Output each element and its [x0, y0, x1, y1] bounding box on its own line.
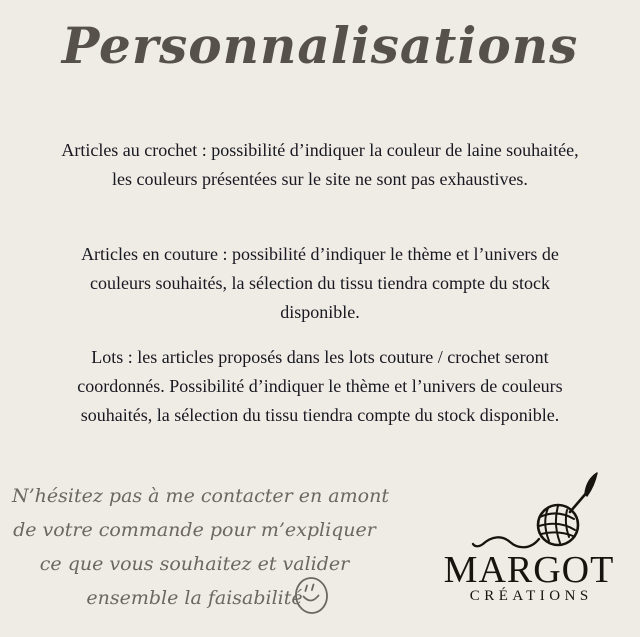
brand-subtitle: CRÉATIONS	[469, 588, 593, 604]
paragraph-line: coordonnés. Possibilité d’indiquer le thème et l’univers de couleurs	[77, 376, 563, 396]
yarn-ball-crochet-hook-icon	[460, 468, 610, 558]
paragraph-line: Articles en couture : possibilité d’indiquer le thème et l’univers de	[81, 244, 559, 264]
paragraph-line: couleurs souhaités, la sélection du tissu tiendra compte du stock	[90, 273, 550, 293]
paragraph-crochet	[4, 136, 636, 194]
paragraph-couture	[4, 240, 636, 327]
paragraph-line: Lots : les articles proposés dans les lots couture / crochet seront	[91, 347, 549, 367]
smiley-face-icon	[292, 573, 334, 619]
paragraph-line: les couleurs présentées sur le site ne sont pas exhaustives.	[112, 169, 528, 189]
note-line: de votre commande pour m’expliquer	[13, 519, 376, 541]
page-title: Personnalisations	[61, 16, 579, 75]
paragraph-line: Articles au crochet : possibilité d’indiquer la couleur de laine souhaitée,	[61, 140, 579, 160]
note-line: N’hésitez pas à me contacter en amont	[12, 485, 389, 507]
note-line: ensemble la faisabilité	[86, 587, 303, 609]
brand-name: MARGOT	[443, 549, 615, 591]
paragraph-line: souhaités, la sélection du tissu tiendra compte du stock disponible.	[80, 405, 560, 425]
paragraph-lots	[4, 343, 636, 430]
note-line: ce que vous souhaitez et valider	[39, 553, 350, 575]
paragraph-line: disponible.	[280, 302, 360, 322]
